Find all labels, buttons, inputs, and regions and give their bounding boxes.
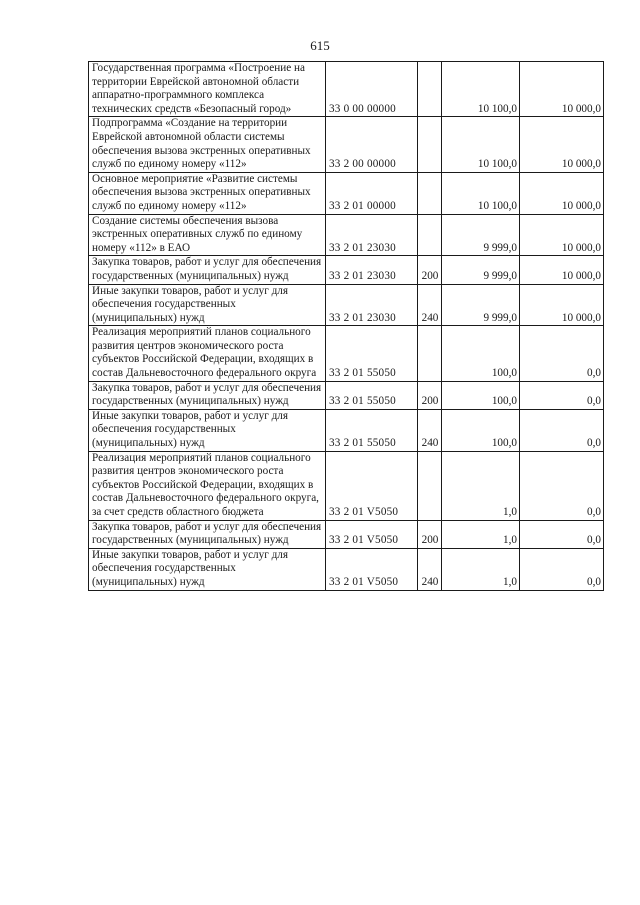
row-code: 33 2 01 V5050 [326,548,418,590]
row-description: Закупка товаров, работ и услуг для обеспечения государственных (муниципальных) нужд [89,520,326,548]
row-amount-1: 1,0 [442,520,520,548]
row-kind [418,117,442,172]
row-amount-1: 10 100,0 [442,62,520,117]
row-amount-1: 100,0 [442,381,520,409]
row-amount-2: 0,0 [520,548,604,590]
row-amount-2: 0,0 [520,326,604,381]
table-row [89,256,604,284]
table-row [89,62,604,117]
table-row [89,520,604,548]
table-row [89,117,604,172]
row-kind: 200 [418,520,442,548]
row-amount-2: 10 000,0 [520,117,604,172]
row-code: 33 2 01 23030 [326,284,418,326]
row-amount-1: 9 999,0 [442,256,520,284]
row-code: 33 2 01 55050 [326,326,418,381]
row-amount-1: 10 100,0 [442,172,520,214]
row-description: Реализация мероприятий планов социального развития центров экономического роста субъектов Российской Федерации, входящих в состав Дальневосточного федерального округа, за счет средств областного бюджета [89,451,326,520]
row-kind: 200 [418,381,442,409]
row-code: 33 2 01 V5050 [326,520,418,548]
row-code: 33 2 01 00000 [326,172,418,214]
row-amount-1: 10 100,0 [442,117,520,172]
row-kind: 240 [418,409,442,451]
table-row [89,409,604,451]
table-row [89,326,604,381]
table-row [89,214,604,256]
row-amount-2: 10 000,0 [520,284,604,326]
row-description: Иные закупки товаров, работ и услуг для обеспечения государственных (муниципальных) нужд [89,548,326,590]
budget-table [88,61,604,591]
row-amount-2: 10 000,0 [520,172,604,214]
row-amount-1: 1,0 [442,451,520,520]
row-amount-1: 100,0 [442,326,520,381]
row-description: Основное мероприятие «Развитие системы обеспечения вызова экстренных оперативных служб по единому номеру «112» [89,172,326,214]
row-amount-1: 100,0 [442,409,520,451]
row-description: Подпрограмма «Создание на территории Еврейской автономной области системы обеспечения вызова экстренных оперативных служб по единому номеру «112» [89,117,326,172]
row-amount-2: 0,0 [520,409,604,451]
row-kind: 200 [418,256,442,284]
row-amount-2: 10 000,0 [520,214,604,256]
row-amount-2: 0,0 [520,520,604,548]
row-code: 33 2 01 V5050 [326,451,418,520]
row-amount-1: 1,0 [442,548,520,590]
table-row [89,451,604,520]
row-kind: 240 [418,548,442,590]
row-amount-1: 9 999,0 [442,284,520,326]
row-description: Государственная программа «Построение на территории Еврейской автономной области аппаратно-программного комплекса технических средств «Безопасный город» [89,62,326,117]
row-amount-2: 0,0 [520,381,604,409]
row-amount-1: 9 999,0 [442,214,520,256]
table-row [89,381,604,409]
row-code: 33 0 00 00000 [326,62,418,117]
row-kind [418,451,442,520]
row-code: 33 2 01 23030 [326,214,418,256]
row-description: Иные закупки товаров, работ и услуг для обеспечения государственных (муниципальных) нужд [89,409,326,451]
budget-table-body [89,62,604,591]
row-description: Реализация мероприятий планов социального развития центров экономического роста субъектов Российской Федерации, входящих в состав Дальневосточного федерального округа [89,326,326,381]
row-kind [418,326,442,381]
row-amount-2: 0,0 [520,451,604,520]
table-row [89,548,604,590]
row-amount-2: 10 000,0 [520,256,604,284]
table-row [89,284,604,326]
row-kind [418,62,442,117]
row-amount-2: 10 000,0 [520,62,604,117]
row-kind [418,172,442,214]
row-description: Создание системы обеспечения вызова экстренных оперативных служб по единому номеру «112» в ЕАО [89,214,326,256]
row-code: 33 2 01 55050 [326,409,418,451]
row-description: Иные закупки товаров, работ и услуг для обеспечения государственных (муниципальных) нужд [89,284,326,326]
table-row [89,172,604,214]
row-kind: 240 [418,284,442,326]
row-code: 33 2 00 00000 [326,117,418,172]
page-number: 615 [310,38,330,53]
row-description: Закупка товаров, работ и услуг для обеспечения государственных (муниципальных) нужд [89,256,326,284]
row-kind [418,214,442,256]
row-description: Закупка товаров, работ и услуг для обеспечения государственных (муниципальных) нужд [89,381,326,409]
row-code: 33 2 01 23030 [326,256,418,284]
row-code: 33 2 01 55050 [326,381,418,409]
